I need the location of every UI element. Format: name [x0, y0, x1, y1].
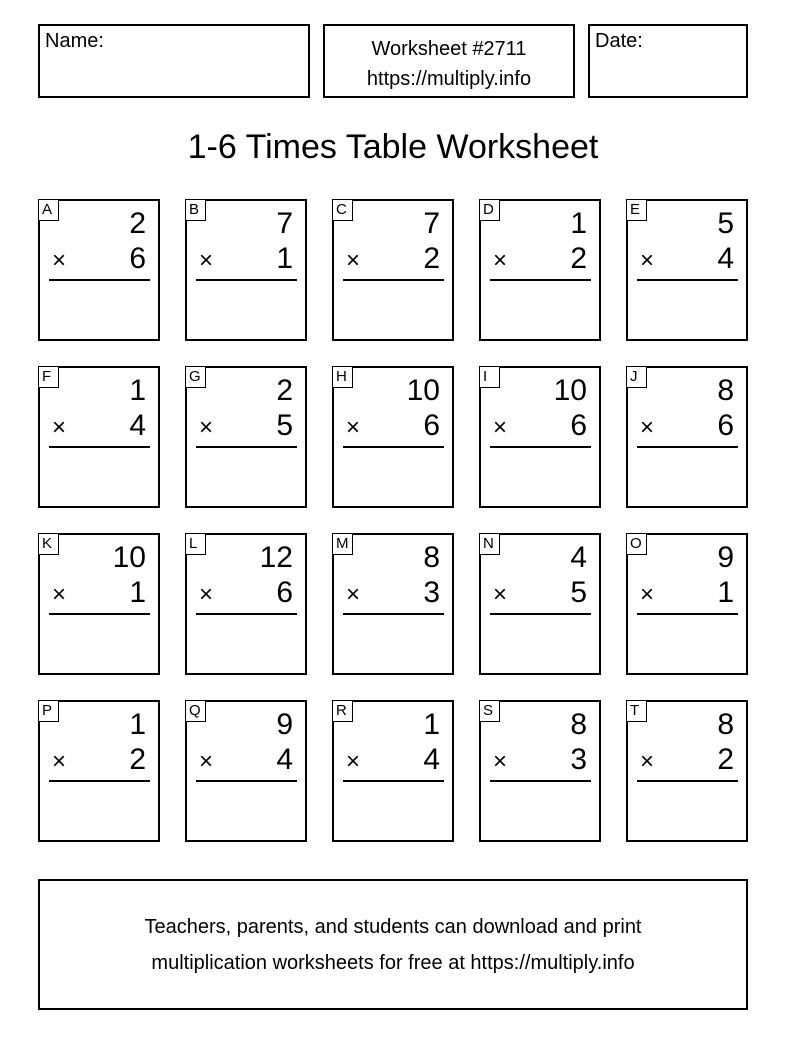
answer-line	[49, 613, 150, 615]
multiplier: 3	[570, 743, 587, 776]
problem-letter: T	[626, 700, 647, 722]
problem-card[interactable]	[332, 366, 454, 508]
multiplicand: 10	[406, 374, 440, 407]
problem-card[interactable]	[626, 366, 748, 508]
times-sign: ×	[346, 581, 361, 608]
multiplicand: 1	[570, 207, 587, 240]
problem-card[interactable]	[626, 199, 748, 341]
problem-card[interactable]	[185, 199, 307, 341]
problem-letter: F	[38, 366, 59, 388]
times-sign: ×	[640, 414, 655, 441]
multiplicand: 12	[259, 541, 293, 574]
multiplicand: 2	[276, 374, 293, 407]
problem-card[interactable]	[479, 700, 601, 842]
problem-letter: Q	[185, 700, 206, 722]
answer-line	[196, 780, 297, 782]
times-sign: ×	[346, 748, 361, 775]
name-label: Name:	[45, 30, 104, 52]
multiplier: 4	[129, 409, 146, 442]
name-field-box[interactable]	[38, 24, 310, 98]
multiplier: 2	[570, 242, 587, 275]
answer-line	[49, 279, 150, 281]
multiplier: 4	[717, 242, 734, 275]
multiplicand: 4	[570, 541, 587, 574]
multiplier: 6	[276, 576, 293, 609]
problem-card[interactable]	[626, 700, 748, 842]
multiplicand: 7	[276, 207, 293, 240]
multiplier: 1	[717, 576, 734, 609]
times-sign: ×	[493, 247, 508, 274]
footer-line-1: Teachers, parents, and students can download and print	[144, 916, 642, 938]
multiplicand: 7	[423, 207, 440, 240]
problem-letter: M	[332, 533, 353, 555]
multiplier: 2	[129, 743, 146, 776]
problem-letter: E	[626, 199, 647, 221]
answer-line	[343, 780, 444, 782]
problem-card[interactable]	[38, 700, 160, 842]
multiplicand: 8	[423, 541, 440, 574]
answer-line	[343, 446, 444, 448]
answer-line	[49, 446, 150, 448]
multiplicand: 9	[717, 541, 734, 574]
multiplier: 1	[129, 576, 146, 609]
times-sign: ×	[52, 748, 67, 775]
answer-line	[490, 780, 591, 782]
multiplier: 2	[423, 242, 440, 275]
problem-letter: B	[185, 199, 206, 221]
times-sign: ×	[640, 247, 655, 274]
multiplicand: 1	[129, 374, 146, 407]
answer-line	[49, 780, 150, 782]
problem-letter: A	[38, 199, 59, 221]
answer-line	[196, 613, 297, 615]
multiplier: 4	[276, 743, 293, 776]
multiplicand: 10	[553, 374, 587, 407]
answer-line	[637, 279, 738, 281]
answer-line	[490, 279, 591, 281]
footer-box	[38, 879, 748, 1010]
problem-card[interactable]	[38, 533, 160, 675]
multiplier: 3	[423, 576, 440, 609]
multiplier: 6	[423, 409, 440, 442]
problem-letter: S	[479, 700, 500, 722]
problem-letter: D	[479, 199, 500, 221]
problem-letter: N	[479, 533, 500, 555]
multiplier: 6	[717, 409, 734, 442]
answer-line	[343, 613, 444, 615]
problem-letter: H	[332, 366, 353, 388]
problem-card[interactable]	[479, 366, 601, 508]
multiplicand: 2	[129, 207, 146, 240]
multiplicand: 9	[276, 708, 293, 741]
multiplicand: 5	[717, 207, 734, 240]
answer-line	[343, 279, 444, 281]
multiplicand: 1	[423, 708, 440, 741]
multiplicand: 10	[112, 541, 146, 574]
answer-line	[490, 446, 591, 448]
times-sign: ×	[199, 247, 214, 274]
problem-letter: G	[185, 366, 206, 388]
times-sign: ×	[640, 581, 655, 608]
problem-card[interactable]	[185, 366, 307, 508]
multiplier: 2	[717, 743, 734, 776]
page-title: 1-6 Times Table Worksheet	[187, 128, 599, 166]
multiplicand: 8	[717, 708, 734, 741]
multiplier: 5	[276, 409, 293, 442]
answer-line	[196, 446, 297, 448]
problem-card[interactable]	[479, 533, 601, 675]
answer-line	[637, 446, 738, 448]
problem-card[interactable]	[332, 199, 454, 341]
worksheet-number: Worksheet #2711	[371, 38, 527, 60]
multiplicand: 8	[717, 374, 734, 407]
multiplier: 4	[423, 743, 440, 776]
multiplicand: 1	[129, 708, 146, 741]
answer-line	[490, 613, 591, 615]
problem-letter: O	[626, 533, 647, 555]
multiplicand: 8	[570, 708, 587, 741]
problem-card[interactable]	[332, 533, 454, 675]
times-sign: ×	[199, 581, 214, 608]
times-sign: ×	[493, 748, 508, 775]
answer-line	[637, 780, 738, 782]
problem-letter: I	[479, 366, 500, 388]
times-sign: ×	[346, 247, 361, 274]
worksheet-url: https://multiply.info	[366, 68, 532, 90]
problem-card[interactable]	[332, 700, 454, 842]
times-sign: ×	[52, 414, 67, 441]
worksheet-info-box	[323, 24, 575, 98]
problem-grid	[38, 199, 750, 842]
problem-card[interactable]	[185, 700, 307, 842]
answer-line	[637, 613, 738, 615]
multiplier: 5	[570, 576, 587, 609]
problem-letter: L	[185, 533, 206, 555]
multiplier: 1	[276, 242, 293, 275]
problem-card[interactable]	[479, 199, 601, 341]
multiplier: 6	[129, 242, 146, 275]
times-sign: ×	[199, 414, 214, 441]
times-sign: ×	[52, 581, 67, 608]
problem-letter: R	[332, 700, 353, 722]
times-sign: ×	[640, 748, 655, 775]
multiplier: 6	[570, 409, 587, 442]
times-sign: ×	[52, 247, 67, 274]
answer-line	[196, 279, 297, 281]
problem-letter: J	[626, 366, 647, 388]
times-sign: ×	[493, 414, 508, 441]
problem-card[interactable]	[38, 366, 160, 508]
problem-letter: K	[38, 533, 59, 555]
date-field-box[interactable]	[588, 24, 748, 98]
problem-letter: P	[38, 700, 59, 722]
problem-letter: C	[332, 199, 353, 221]
problem-card[interactable]	[185, 533, 307, 675]
footer-line-2: multiplication worksheets for free at https://multiply.info	[151, 952, 635, 974]
problem-card[interactable]	[38, 199, 160, 341]
times-sign: ×	[346, 414, 361, 441]
date-label: Date:	[595, 30, 643, 52]
times-sign: ×	[493, 581, 508, 608]
problem-card[interactable]	[626, 533, 748, 675]
times-sign: ×	[199, 748, 214, 775]
